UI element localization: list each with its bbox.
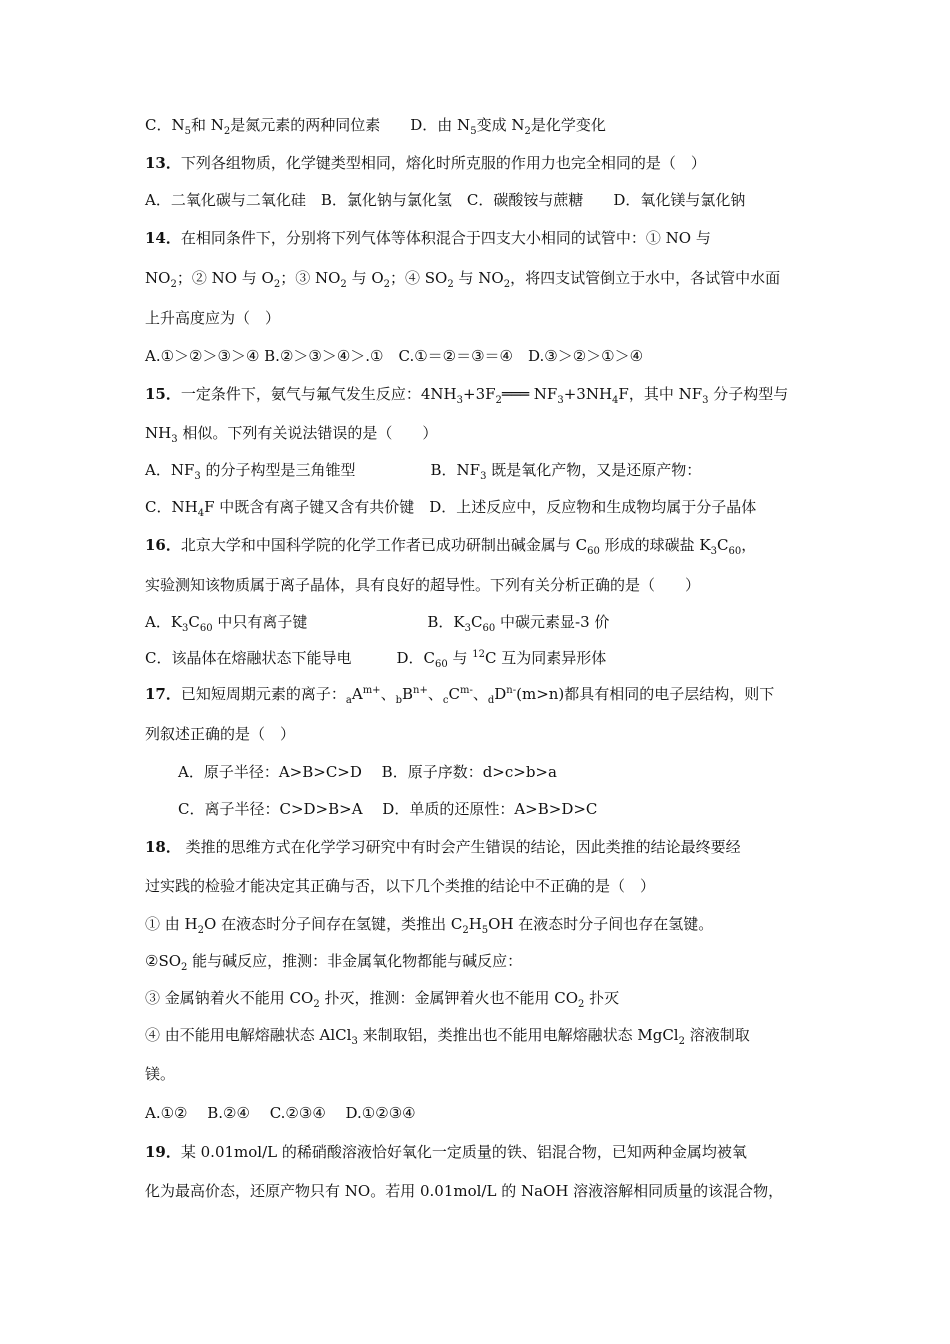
text-run: 溶液制取 [684, 1026, 750, 1044]
text-run: 与 O [346, 269, 384, 287]
text-run: 在相同条件下，分别将下列气体等体积混合于四支大小相同的试管中：① NO 与 [180, 229, 711, 247]
text-run: OH 在液态时分子间也存在氢键。 [488, 915, 714, 933]
subscript: 2 [273, 279, 281, 290]
subscript: d [487, 695, 495, 706]
text-run: 下列各组物质，化学键类型相同，熔化时所克服的作用力也完全相同的是（ ） [180, 154, 706, 172]
question-number: 16． [145, 536, 181, 554]
text-run: C 互为同素异形体 [485, 649, 607, 667]
subscript: 3 [557, 395, 564, 406]
subscript: 2 [578, 999, 585, 1010]
text-line [145, 836, 825, 858]
text-line [145, 647, 825, 669]
subscript: 5 [470, 126, 477, 137]
text-line [145, 950, 825, 972]
question-number: 15． [145, 385, 181, 403]
subscript: 60 [434, 659, 448, 670]
subscript: 60 [587, 546, 600, 557]
text-run: 是化学变化 [530, 116, 606, 134]
text-line [145, 227, 825, 249]
subscript: 2 [383, 279, 391, 290]
text-line [145, 152, 825, 174]
text-line [145, 1180, 825, 1202]
text-run: C．NH [145, 498, 198, 516]
text-run: H [468, 915, 482, 933]
subscript: 3 [171, 434, 178, 445]
text-run: +3F [463, 385, 496, 403]
text-run: 和 N [190, 116, 224, 134]
subscript: 4 [612, 395, 619, 406]
text-run: 是氮元素的两种同位素 D．由 N [230, 116, 471, 134]
text-run: ；② NO 与 O [176, 269, 274, 287]
text-line [145, 422, 825, 444]
text-line [145, 875, 825, 897]
subscript: 60 [482, 623, 496, 634]
text-line [145, 114, 825, 136]
text-run: 与 [447, 649, 473, 667]
subscript: 2 [678, 1036, 685, 1047]
text-run: 与 NO [453, 269, 504, 287]
text-run: 北京大学和中国科学院的化学工作者已成功研制出碱金属与 C [180, 536, 588, 554]
text-run: A．原子半径：A>B>C>D B．原子序数：d>c>b>a [178, 763, 557, 781]
question-number: 19． [145, 1143, 181, 1161]
subscript: 5 [184, 126, 191, 137]
text-run: A．NF [145, 461, 195, 479]
text-run: 来制取铝，类推出也不能用电解熔融状态 MgCl [357, 1026, 679, 1044]
text-run: 过实践的检验才能决定其正确与否，以下几个类推的结论中不正确的是（ ） [145, 877, 656, 895]
superscript: m- [459, 685, 473, 696]
text-run: 形成的球碳盐 K [599, 536, 711, 554]
text-line [145, 574, 825, 596]
text-line [145, 1141, 825, 1163]
subscript: 5 [481, 925, 489, 936]
text-run: 某 0.01mol/L 的稀硝酸溶液恰好氧化一定质量的铁、铝混合物，已知两种金属均被氧 [180, 1143, 747, 1161]
text-line [145, 383, 825, 405]
subscript: 3 [702, 395, 709, 406]
text-run: ；③ NO [280, 269, 341, 287]
superscript: n+ [413, 685, 428, 696]
text-line [145, 1063, 825, 1085]
text-run: ；④ SO [390, 269, 448, 287]
text-run: 能与碱反应，推测：非金属氧化物都能与碱反应： [187, 952, 523, 970]
subscript: 2 [447, 279, 454, 290]
subscript: b [395, 695, 402, 706]
text-line [145, 683, 825, 705]
subscript: 2 [313, 999, 320, 1010]
superscript: 12 [472, 649, 485, 660]
question-number: 18． [145, 838, 181, 856]
text-line [145, 1024, 825, 1046]
text-run: ① 由 H [145, 915, 198, 933]
text-run: B [402, 685, 414, 703]
text-line [145, 345, 825, 367]
subscript: 2 [170, 279, 177, 290]
text-run: 上升高度应为（ ） [145, 309, 281, 327]
text-line [145, 534, 825, 556]
text-run: C．该晶体在熔融状态下能导电 D．C [145, 649, 435, 667]
subscript: 2 [181, 962, 188, 973]
text-run: 、 [380, 685, 396, 703]
text-run: +3NH [563, 385, 613, 403]
text-run: 的分子构型是三角锥型 B．NF [200, 461, 481, 479]
text-line [145, 987, 825, 1009]
text-run: ，将四支试管倒立于水中，各试管中水面 [510, 269, 781, 287]
text-run: C．N [145, 116, 185, 134]
text-run: 分子构型与 [708, 385, 789, 403]
subscript: 3 [194, 471, 201, 482]
subscript: 2 [197, 925, 204, 936]
subscript: 2 [503, 279, 511, 290]
subscript: 3 [710, 546, 717, 557]
text-line [145, 496, 825, 518]
text-run: C [448, 685, 460, 703]
text-line [145, 723, 825, 745]
question-number: 14． [145, 229, 181, 247]
subscript: 2 [462, 925, 469, 936]
subscript: 3 [351, 1036, 358, 1047]
text-run: C [188, 613, 200, 631]
text-run: ， [741, 536, 757, 554]
question-number: 17． [145, 685, 181, 703]
text-run: 一定条件下，氨气与氟气发生反应：4NH [180, 385, 457, 403]
question-number: 13． [145, 154, 181, 172]
text-run: 已知短周期元素的离子： [180, 685, 346, 703]
text-run: 扑灭，推测：金属钾着火也不能用 CO [319, 989, 578, 1007]
text-run: F 中既含有离子键又含有共价键 D．上述反应中，反应物和生成物均属于分子晶体 [204, 498, 757, 516]
subscript: 2 [524, 126, 531, 137]
text-run: (m>n)都具有相同的电子层结构，则下 [516, 685, 775, 703]
text-run: A．二氧化碳与二氧化硅 B．氯化钠与氯化氢 C．碳酸铵与蔗糖 D．氧化镁与氯化钠 [145, 191, 746, 209]
subscript: a [345, 695, 352, 706]
text-run: 类推的思维方式在化学学习研究中有时会产生错误的结论，因此类推的结论最终要经 [180, 838, 741, 856]
text-run: ②SO [145, 952, 182, 970]
text-run: O 在液态时分子间存在氢键，类推出 C [204, 915, 463, 933]
subscript: 60 [728, 546, 742, 557]
text-line [145, 307, 825, 329]
text-line [145, 1102, 825, 1124]
superscript: m+ [362, 685, 381, 696]
text-run: NO [145, 269, 171, 287]
subscript: 3 [480, 471, 487, 482]
subscript: 2 [495, 395, 502, 406]
text-run: 、 [472, 685, 488, 703]
text-run: 变成 N [476, 116, 525, 134]
text-run: ═══ NF [501, 385, 558, 403]
text-run: ③ 金属钠着火不能用 CO [145, 989, 314, 1007]
subscript: 3 [182, 623, 189, 634]
subscript: 2 [223, 126, 231, 137]
text-run: D [494, 685, 507, 703]
subscript: 2 [340, 279, 347, 290]
subscript: 3 [456, 395, 464, 406]
text-run: 中碳元素显-3 价 [495, 613, 610, 631]
subscript: 60 [199, 623, 213, 634]
text-run: 化为最高价态，还原产物只有 NO。若用 0.01mol/L 的 NaOH 溶液溶解相同质量的该混合物， [145, 1182, 784, 1200]
text-run: A.①＞②＞③＞④ B.②＞③＞④＞.① C.①＝②＝③＝④ D.③＞②＞①＞④ [145, 347, 644, 365]
text-run: A.①② B.②④ C.②③④ D.①②③④ [145, 1104, 416, 1122]
text-run: C [716, 536, 729, 554]
text-run: 镁。 [145, 1065, 176, 1083]
text-run: 、 [427, 685, 443, 703]
superscript: n- [506, 685, 517, 696]
text-line [145, 913, 825, 935]
text-line [145, 459, 825, 481]
text-line [145, 267, 825, 289]
text-line [178, 798, 858, 820]
text-run: C．离子半径：C>D>B>A D．单质的还原性：A>B>D>C [178, 800, 598, 818]
text-line [178, 761, 858, 783]
text-run: ④ 由不能用电解熔融状态 AlCl [145, 1026, 352, 1044]
text-run: 既是氧化产物，又是还原产物： [486, 461, 702, 479]
text-run: A [351, 685, 363, 703]
text-run: 相似。下列有关说法错误的是（ ） [177, 424, 438, 442]
text-run: F，其中 NF [618, 385, 703, 403]
text-run: 中只有离子键 B．K [212, 613, 465, 631]
text-line [145, 611, 825, 633]
text-run: A．K [145, 613, 183, 631]
subscript: 4 [197, 508, 205, 519]
text-line [145, 189, 825, 211]
subscript: 3 [464, 623, 472, 634]
text-run: 实验测知该物质属于离子晶体，具有良好的超导性。下列有关分析正确的是（ ） [145, 576, 701, 594]
subscript: c [442, 695, 449, 706]
text-run: C [471, 613, 483, 631]
text-run: 列叙述正确的是（ ） [145, 725, 296, 743]
text-run: 扑灭 [584, 989, 620, 1007]
text-run: NH [145, 424, 172, 442]
